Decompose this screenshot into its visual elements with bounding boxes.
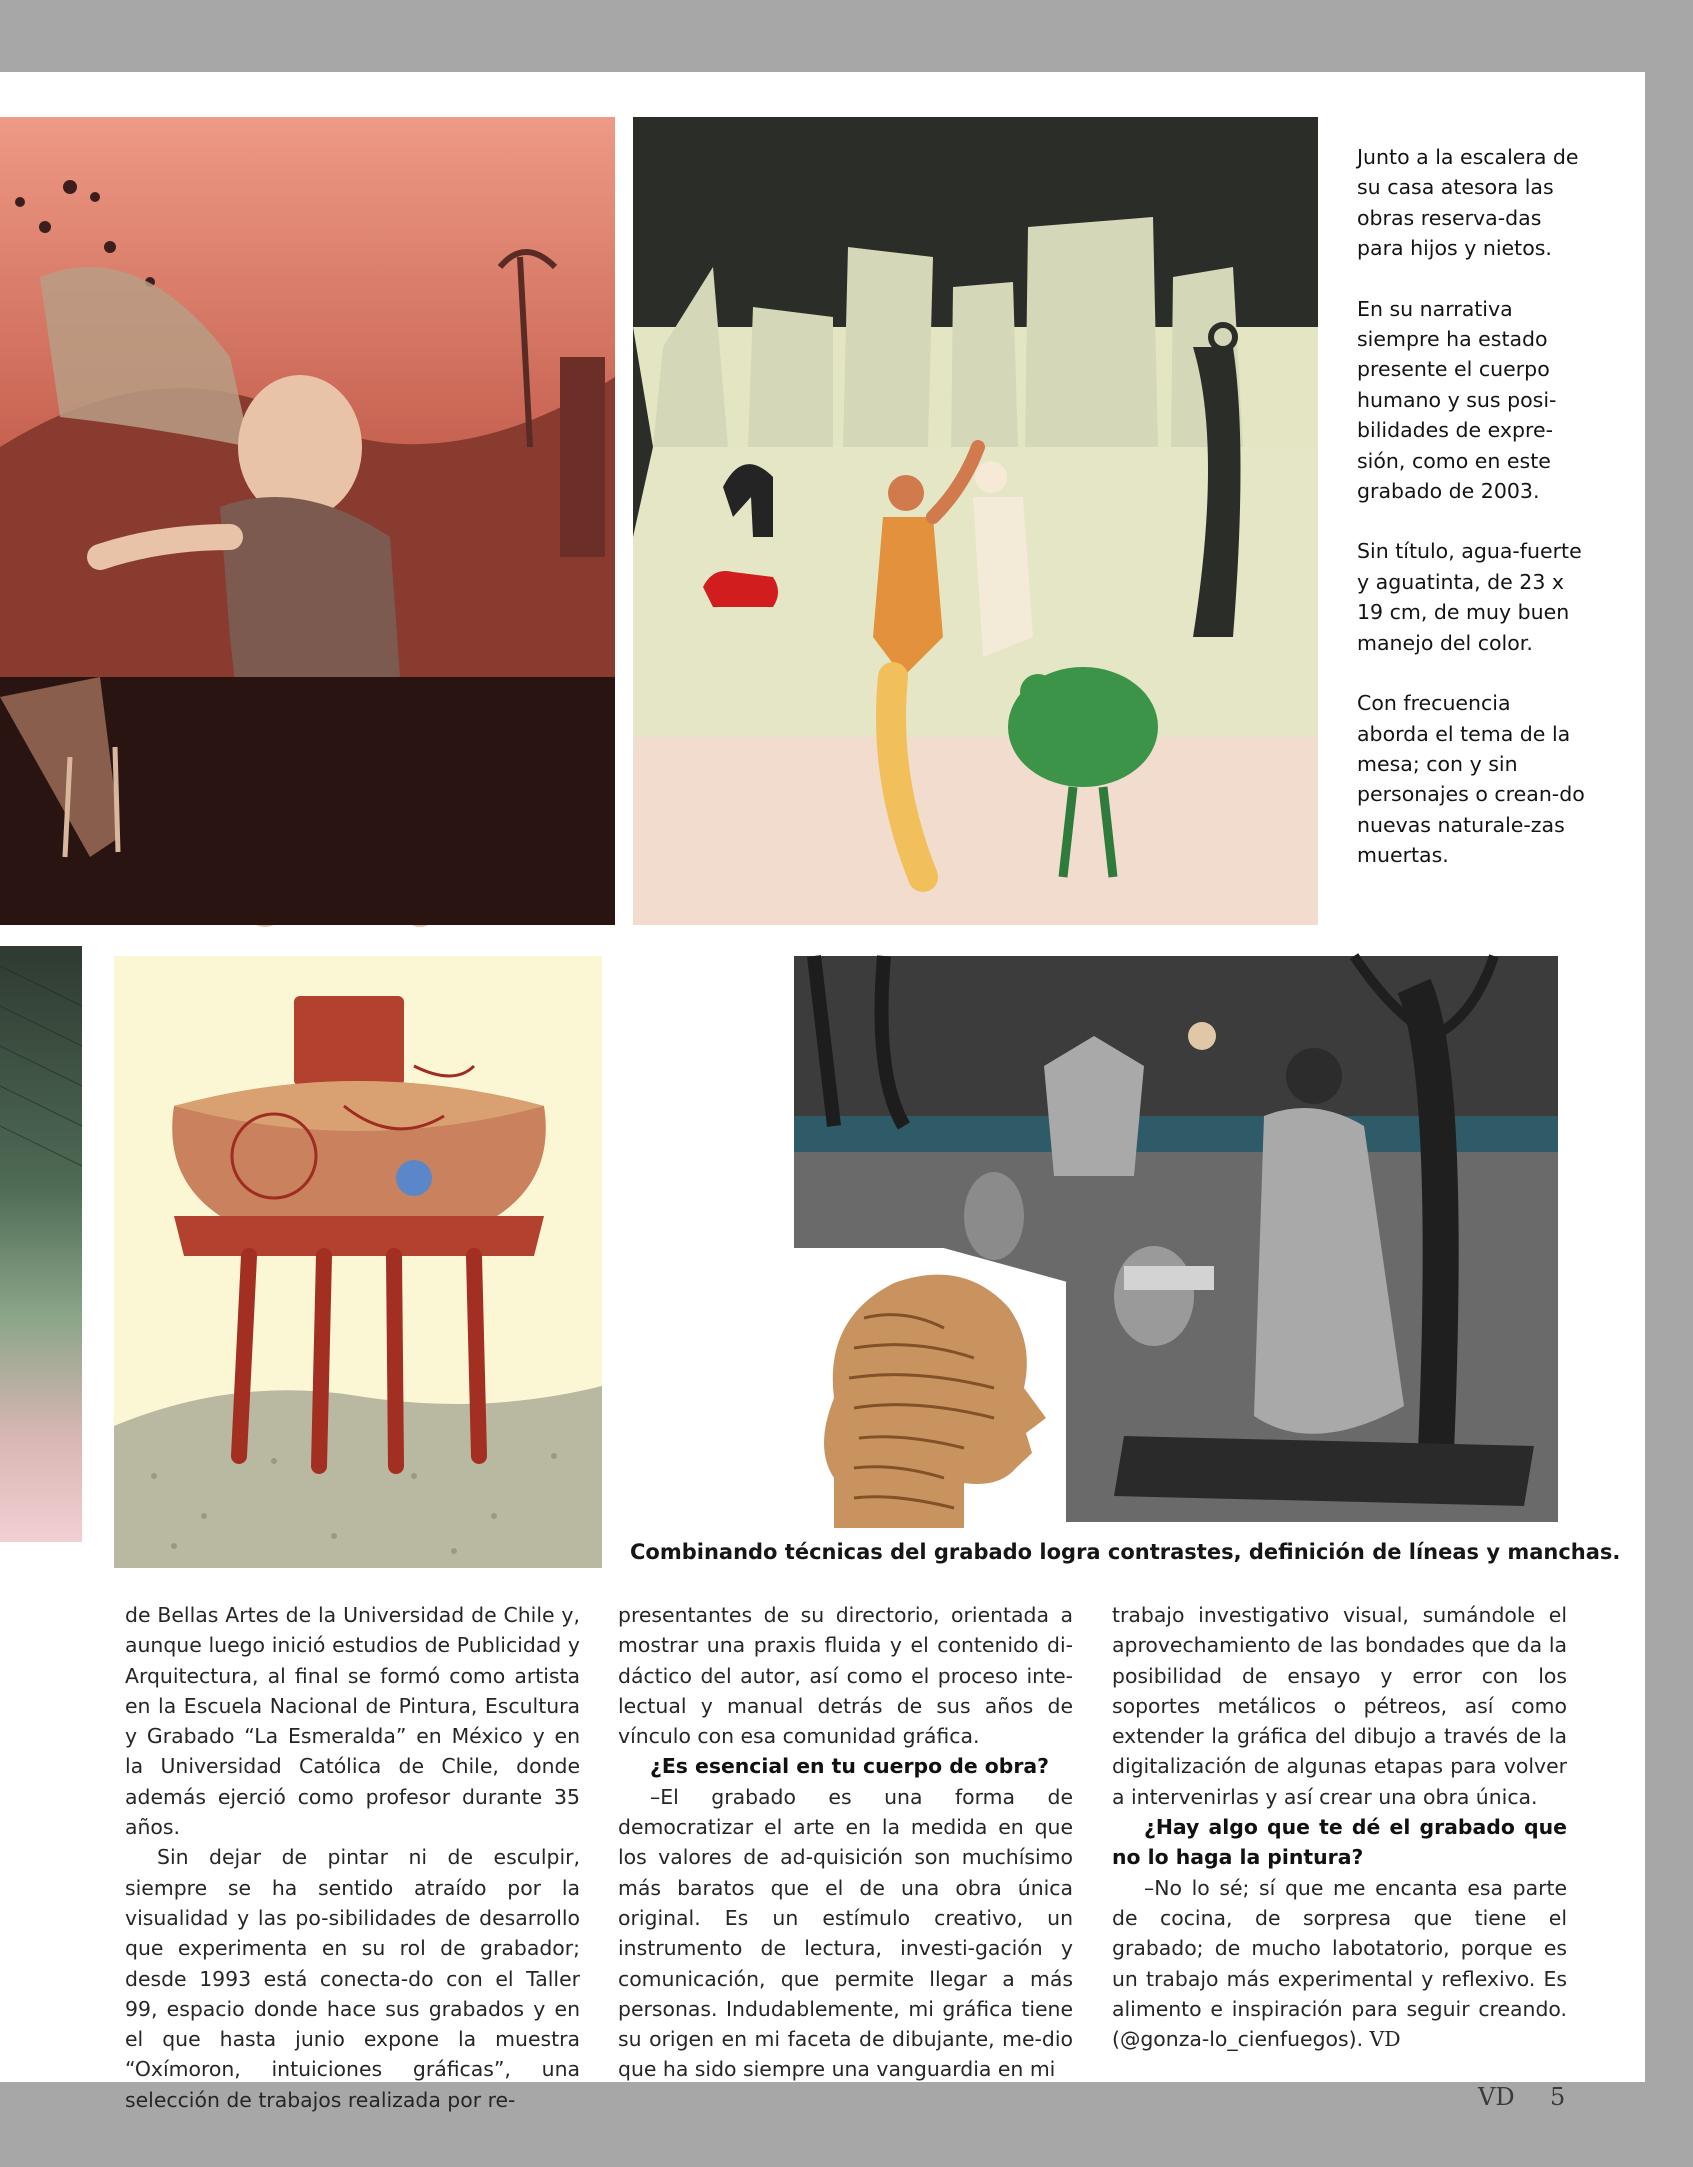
- magazine-page: [0, 72, 1645, 2112]
- article-column-2: [618, 1600, 1073, 2085]
- footer-page-number: 5: [1550, 2083, 1566, 2111]
- collage-white-cutout: [794, 1248, 1066, 1528]
- col3-paragraph-2: [1112, 1873, 1567, 2055]
- artwork-dancing-figures-city: [633, 117, 1318, 925]
- side-caption-2: En su narrativa siempre ha estado presente el cuerpo humano y sus posi-bilidades de expre-sión, como en este grabado de 2003.: [1357, 296, 1557, 504]
- col3-paragraph-1: trabajo investigativo visual, sumándole el aprovechamiento de las bondades que da la posibilidad de ensayo y error con los soportes metálicos o pétreos, así como extender la gráfica del dibujo a través de la digitalización de algunas etapas para volver a intervenirlas y así crear una obra única.: [1112, 1603, 1567, 1809]
- col1-paragraph-2: Sin dejar de pintar ni de esculpir, siempre se ha sentido atraído por la visualidad y las po-sibilidades de desarrollo que experimenta en su rol de grabador; desde 1993 está conecta-do con el Taller 99, espacio donde hace sus grabados y en el que hasta junio expone la muestra “Oxímoron, intuiciones gráficas”, una selección de trabajos realizada por re-: [125, 1845, 580, 2112]
- col2-question-1: ¿Es esencial en tu cuerpo de obra?: [650, 1754, 1050, 1779]
- col3-paragraph-2-text: –No lo sé; sí que me encanta esa parte de cocina, de sorpresa que tiene el grabado; de mucho labotatorio, porque es un trabajo más experimental y reflexivo. Es alimento e inspiración para seguir creando. (@gonza-lo_cienfuegos).: [1112, 1875, 1567, 2052]
- col2-paragraph-1: presentantes de su directorio, orientada a mostrar una praxis fluida y el contenido di-dáctico del autor, así como el proceso inte-lectual y manual detrás de sus años de vínculo con esa comunidad gráfica.: [618, 1603, 1073, 1749]
- side-caption-4: Con frecuencia aborda el tema de la mesa; con y sin personajes o crean-do nuevas naturale-zas muertas.: [1357, 691, 1585, 868]
- col2-paragraph-2: –El grabado es una forma de democratizar el arte en la medida en que los valores de ad-quisición son muchísimo más baratos que el de una obra única original. Es un estímulo creativo, un instrumento de lectura, investi-gación y comunicación, que permite llegar a más personas. Indudablemente, mi gráfica tiene su origen en mi faceta de dibujante, me-dio que ha sido siempre una vanguardia en mi: [618, 1784, 1073, 2082]
- article-end-mark: VD: [1369, 2027, 1401, 2052]
- col3-question-1: ¿Hay algo que te dé el grabado que no lo haga la pintura?: [1112, 1815, 1567, 1870]
- col1-paragraph-1: de Bellas Artes de la Universidad de Chile y, aunque luego inició estudios de Publicidad y Arquitectura, al final se formó como artista en la Escuela Nacional de Pintura, Escultura y Grabado “La Esmeralda” en México y en la Universidad Católica de Chile, donde además ejerció como profesor durante 35 años.: [125, 1603, 580, 1840]
- artwork-table-still-life: [114, 956, 602, 1568]
- article-column-3: [1112, 1600, 1567, 2054]
- artwork-grey-collage: [794, 956, 1558, 1522]
- side-caption-1: Junto a la escalera de su casa atesora las obras reserva-das para hijos y nietos.: [1357, 145, 1579, 261]
- artwork-green-landscape: [0, 946, 82, 1542]
- article-column-1: [125, 1600, 580, 2115]
- side-captions: [1357, 142, 1587, 901]
- artwork-figure-with-flowers: [0, 117, 615, 925]
- side-caption-3: Sin título, agua-fuerte y aguatinta, de 23 x 19 cm, de muy buen manejo del color.: [1357, 539, 1582, 655]
- footer-magazine-logo: VD: [1478, 2083, 1515, 2111]
- main-caption: Combinando técnicas del grabado logra contrastes, definición de líneas y manchas.: [630, 1540, 1621, 1564]
